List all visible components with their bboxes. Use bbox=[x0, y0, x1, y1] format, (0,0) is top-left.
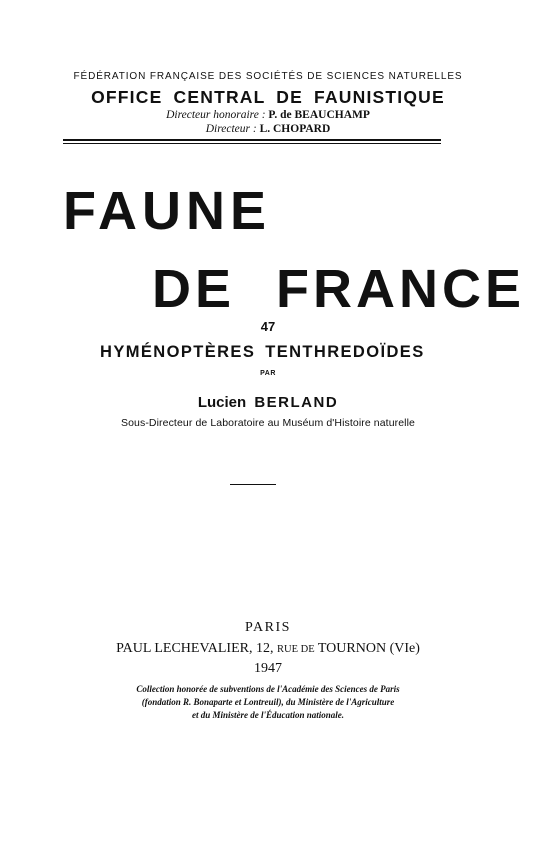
volume-number: 47 bbox=[260, 319, 276, 334]
honorary-director-line bbox=[0, 109, 536, 121]
series-title-faune: FAUNE bbox=[63, 181, 272, 241]
address-rue: RUE DE bbox=[277, 644, 315, 655]
author-position: Sous-Directeur de Laboratoire au Muséum d'Histoire naturelle bbox=[121, 417, 415, 429]
honorary-director-name: P. de BEAUCHAMP bbox=[268, 109, 370, 121]
director-line bbox=[0, 123, 536, 135]
imprint-city: PARIS bbox=[245, 620, 291, 635]
author-first-name: Lucien bbox=[197, 394, 247, 411]
collection-note-line-3: et du Ministère de l'Éducation nationale. bbox=[191, 710, 344, 720]
publisher-name: PAUL LECHEVALIER, bbox=[116, 641, 253, 656]
address-street: TOURNON bbox=[317, 641, 387, 656]
address-number: 12, bbox=[256, 641, 274, 656]
header-divider-thin bbox=[63, 143, 441, 144]
collection-note-line-2: (fondation R. Bonaparte et Lontreuil), du Ministère de l'Agriculture bbox=[141, 697, 395, 707]
header-divider-thick bbox=[63, 139, 441, 141]
center-divider bbox=[230, 484, 276, 485]
arrondissement: (VIe) bbox=[389, 641, 420, 656]
publisher-line bbox=[0, 641, 536, 657]
volume-subject: HYMÉNOPTÈRES TENTHREDOÏDES bbox=[100, 343, 425, 361]
honorary-director-label: Directeur honoraire : bbox=[166, 109, 266, 121]
federation-line: FÉDÉRATION FRANÇAISE DES SOCIÉTÉS DE SCIENCES NATURELLES bbox=[73, 71, 463, 82]
series-title-de-france: DE FRANCE bbox=[152, 259, 526, 319]
publication-year: 1947 bbox=[254, 661, 282, 676]
by-label: PAR bbox=[260, 370, 276, 377]
office-title: OFFICE CENTRAL DE FAUNISTIQUE bbox=[91, 87, 445, 107]
collection-note-line-1: Collection honorée de subventions de l'Académie des Sciences de Paris bbox=[136, 684, 400, 694]
director-name: L. CHOPARD bbox=[259, 123, 331, 135]
author-last-name: BERLAND bbox=[254, 394, 339, 411]
director-label: Directeur : bbox=[205, 123, 257, 135]
author-name bbox=[0, 394, 536, 411]
